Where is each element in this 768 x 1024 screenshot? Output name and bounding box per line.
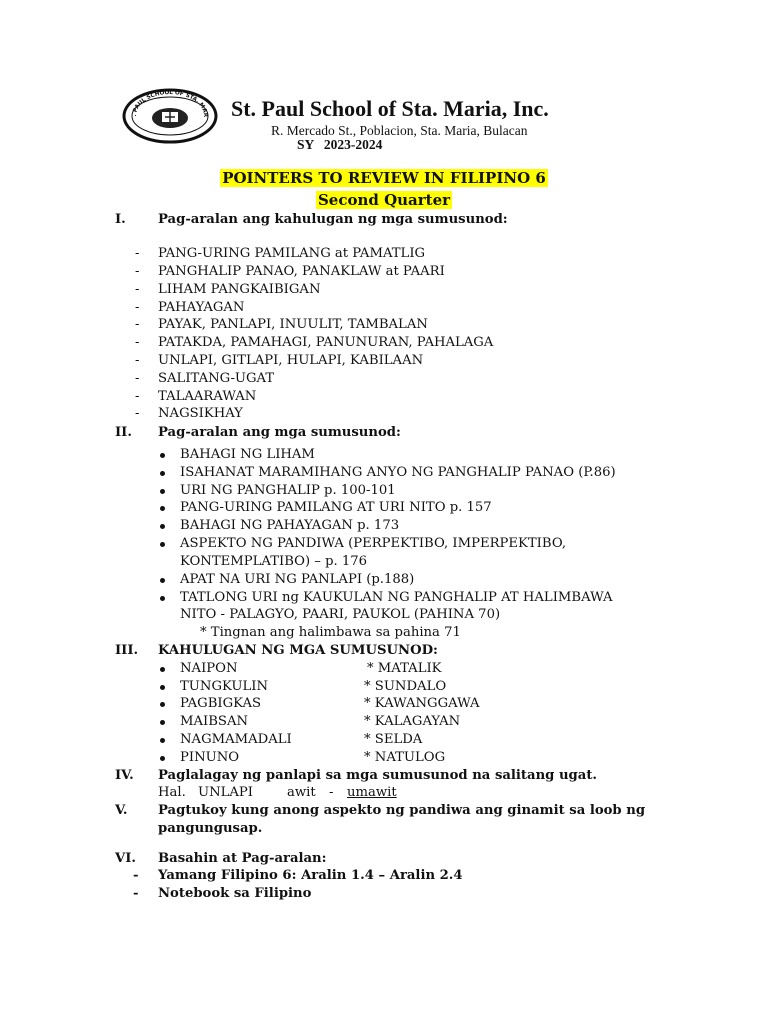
list-item: PANGHALIP PANAO, PANAKLAW at PAARI bbox=[158, 264, 445, 279]
vocab-word: * NATULOG bbox=[364, 750, 446, 765]
bullet-icon bbox=[160, 506, 165, 511]
school-seal bbox=[122, 88, 218, 144]
section-2-note: * Tingnan ang halimbawa sa pahina 71 bbox=[200, 625, 461, 640]
example-root: awit bbox=[287, 785, 316, 800]
list-item: PATAKDA, PAMAHAGI, PANUNURAN, PAHALAGA bbox=[158, 335, 494, 350]
vocab-word: NAGMAMADALI bbox=[180, 732, 292, 747]
section-6-number: VI. bbox=[115, 851, 136, 866]
school-address: R. Mercado St., Poblacion, Sta. Maria, Bulacan bbox=[271, 123, 528, 138]
vocab-word: * MATALIK bbox=[367, 661, 442, 676]
list-item: PAYAK, PANLAPI, INUULIT, TAMBALAN bbox=[158, 317, 428, 332]
school-name: St. Paul School of Sta. Maria, Inc. bbox=[231, 96, 549, 121]
list-item-continuation: KONTEMPLATIBO) – p. 176 bbox=[180, 554, 368, 569]
section-2-number: II. bbox=[115, 425, 132, 440]
list-item: URI NG PANGHALIP p. 100-101 bbox=[180, 483, 396, 498]
bullet-icon bbox=[160, 596, 165, 601]
list-item: LIHAM PANGKAIBIGAN bbox=[158, 282, 321, 297]
bullet-icon bbox=[160, 720, 165, 725]
list-item: PANG-URING PAMILANG AT URI NITO p. 157 bbox=[180, 500, 492, 515]
list-item: Yamang Filipino 6: Aralin 1.4 – Aralin 2.4 bbox=[158, 868, 463, 883]
vocab-word: MAIBSAN bbox=[180, 714, 249, 729]
section-5-line-1: Pagtukoy kung anong aspekto ng pandiwa ang ginamit sa loob ng bbox=[158, 803, 646, 818]
bullet-icon bbox=[160, 667, 165, 672]
section-4-number: IV. bbox=[115, 768, 134, 783]
bullet-icon bbox=[160, 738, 165, 743]
list-item: ISAHANAT MARAMIHANG ANYO NG PANGHALIP PANAO (P.86) bbox=[180, 465, 616, 480]
bullet-icon bbox=[160, 524, 165, 529]
section-2-heading: Pag-aralan ang mga sumusunod: bbox=[158, 425, 401, 440]
example-separator: - bbox=[329, 785, 334, 800]
school-year: SY 2023-2024 bbox=[297, 137, 383, 152]
list-item: PAHAYAGAN bbox=[158, 300, 245, 315]
svg-text:ST. PAUL SCHOOL OF STA. MARIA: . PAUL SCHOOL OF STA. MAR bbox=[131, 89, 209, 118]
list-item: BAHAGI NG LIHAM bbox=[180, 447, 315, 462]
list-item: PANG-URING PAMILANG at PAMATLIG bbox=[158, 246, 426, 261]
bullet-icon bbox=[160, 702, 165, 707]
section-6-heading: Basahin at Pag-aralan: bbox=[158, 851, 327, 866]
bullet-icon bbox=[160, 542, 165, 547]
vocab-word: * SUNDALO bbox=[364, 679, 447, 694]
section-5-line-2: pangungusap. bbox=[158, 821, 263, 836]
list-item: Notebook sa Filipino bbox=[158, 886, 312, 901]
bullet-icon bbox=[160, 453, 165, 458]
example-type: UNLAPI bbox=[198, 785, 254, 800]
list-item-continuation: NITO - PALAGYO, PAARI, PAUKOL (PAHINA 70) bbox=[180, 607, 501, 622]
section-3-number: III. bbox=[115, 643, 139, 658]
page-subtitle: Second Quarter bbox=[317, 191, 451, 209]
list-item: TATLONG URI ng KAUKULAN NG PANGHALIP AT HALIMBAWA bbox=[180, 590, 613, 605]
list-item: UNLAPI, GITLAPI, HULAPI, KABILAAN bbox=[158, 353, 424, 368]
list-item: ASPEKTO NG PANDIWA (PERPEKTIBO, IMPERPEKTIBO, bbox=[180, 536, 567, 551]
example-label: Hal. bbox=[158, 785, 186, 800]
vocab-word: * SELDA bbox=[364, 732, 423, 747]
list-item: NAGSIKHAY bbox=[158, 406, 243, 421]
vocab-word: PAGBIGKAS bbox=[180, 696, 262, 711]
example-answer: umawit bbox=[347, 785, 397, 800]
list-item: BAHAGI NG PAHAYAGAN p. 173 bbox=[180, 518, 400, 533]
list-item: SALITANG-UGAT bbox=[158, 371, 275, 386]
section-4-heading: Paglalagay ng panlapi sa mga sumusunod na salitang ugat. bbox=[158, 768, 598, 783]
list-item: APAT NA URI NG PANLAPI (p.188) bbox=[180, 572, 415, 587]
section-5-number: V. bbox=[115, 803, 128, 818]
section-3-heading: KAHULUGAN NG MGA SUMUSUNOD: bbox=[158, 643, 438, 658]
section-1-number: I. bbox=[115, 212, 126, 227]
bullet-icon bbox=[160, 685, 165, 690]
vocab-word: NAIPON bbox=[180, 661, 238, 676]
section-1-heading: Pag-aralan ang kahulugan ng mga sumusunod: bbox=[158, 212, 508, 227]
list-item: TALAARAWAN bbox=[158, 389, 257, 404]
vocab-word: * KALAGAYAN bbox=[364, 714, 461, 729]
page-title: POINTERS TO REVIEW IN FILIPINO 6 bbox=[222, 169, 546, 187]
bullet-icon bbox=[160, 489, 165, 494]
vocab-word: * KAWANGGAWA bbox=[364, 696, 480, 711]
vocab-word: TUNGKULIN bbox=[180, 679, 268, 694]
bullet-icon bbox=[160, 578, 165, 583]
vocab-word: PINUNO bbox=[180, 750, 240, 765]
bullet-icon bbox=[160, 471, 165, 476]
bullet-icon bbox=[160, 756, 165, 761]
